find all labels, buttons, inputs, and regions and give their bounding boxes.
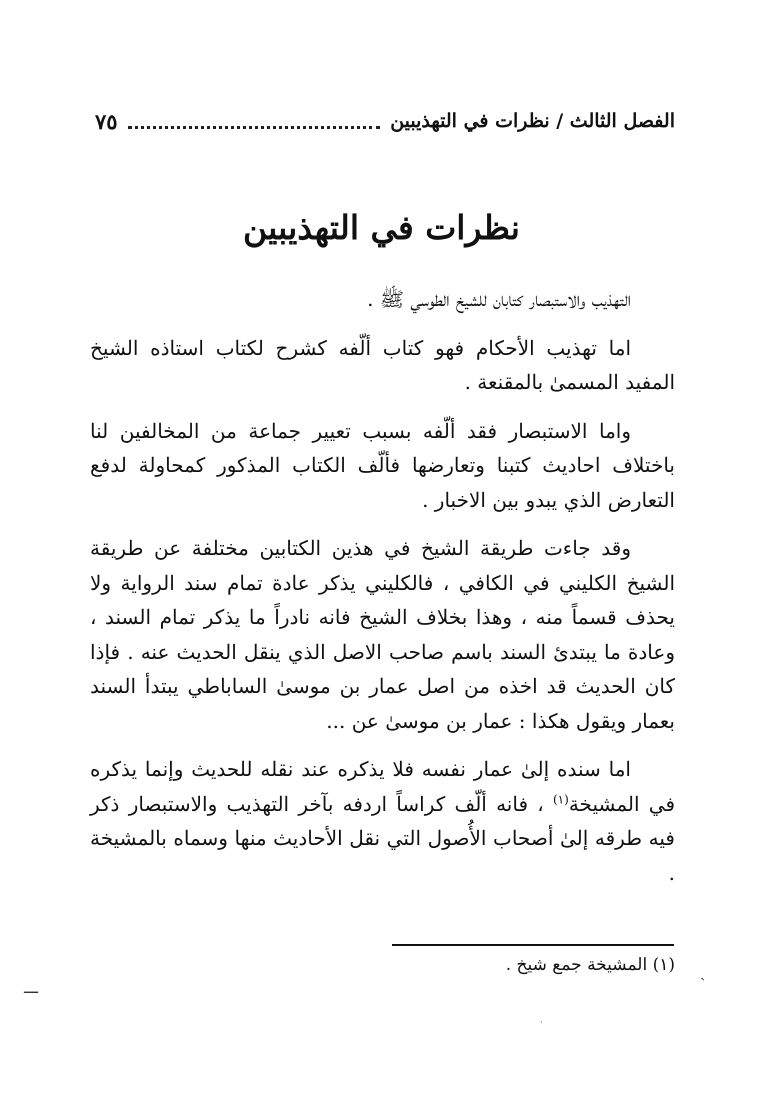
paragraph-4: وقد جاءت طريقة الشيخ في هذين الكتابين مختلفة عن طريقة الشيخ الكليني في الكافي ، فالكليني يذكر عادة تمام سند الرواية ولا يحذف قسماً منه ، وهذا بخلاف الشيخ فانه نادراً ما يذكر تمام السند ، وعادة ما يبتدئ السند باسم صاحب الاصل الذي ينقل الحديث عنه . فإذا كان الحديث قد اخذه من اصل عمار بن موسىٰ الساباطي يبتدأ السند بعمار ويقول هكذا : عمار بن موسىٰ عن ... (90, 536, 675, 733)
paragraph-5-start: اما سنده إلىٰ عمار نفسه فلا يذكره عند نقله للحديث وإنما يذكره في المشيخة (90, 757, 676, 816)
scan-speck: · (540, 1018, 543, 1028)
paragraph-3: واما الاستبصار فقد ألّفه بسبب تعيير جماعة من المخالفين لنا باختلاف احاديث كتبنا وتعارضها فألّف الكتاب المذكور كمحاولة لدفع التعارض الذي يبدو بين الاخبار . (90, 418, 675, 512)
footnote-separator (392, 944, 674, 946)
running-header (95, 104, 675, 139)
footnote: (١) المشيخة جمع شيخ . (505, 955, 675, 975)
body-text (90, 282, 675, 904)
page-number: ٧٥ (95, 108, 118, 134)
paragraph-2: اما تهذيب الأحكام فهو كتاب ألّفه كشرح لكتاب استاذه الشيخ المفيد المسمىٰ بالمقنعة . (90, 335, 675, 394)
section-title: نظرات في التهذيبين (243, 208, 520, 247)
paragraph-5 (90, 752, 675, 890)
scan-mark-left: ـــ (24, 978, 39, 997)
scan-mark-right: ˎ (700, 962, 706, 981)
footnote-reference: (١) (552, 791, 569, 806)
paragraph-5-end: ، فانه ألّف كراساً اردفه بآخر التهذيب والاستبصار ذكر فيه طرقه إلىٰ أصحاب الأُصول التي نقل الأحاديث منها وسماه بالمشيخة . (90, 791, 675, 885)
dot-leader (128, 126, 381, 129)
running-title: الفصل الثالث / نظرات في التهذيبين (390, 110, 675, 132)
paragraph-1: التهذيب والاستبصار كتابان للشيخ الطوسي ﷺ . (367, 287, 631, 311)
